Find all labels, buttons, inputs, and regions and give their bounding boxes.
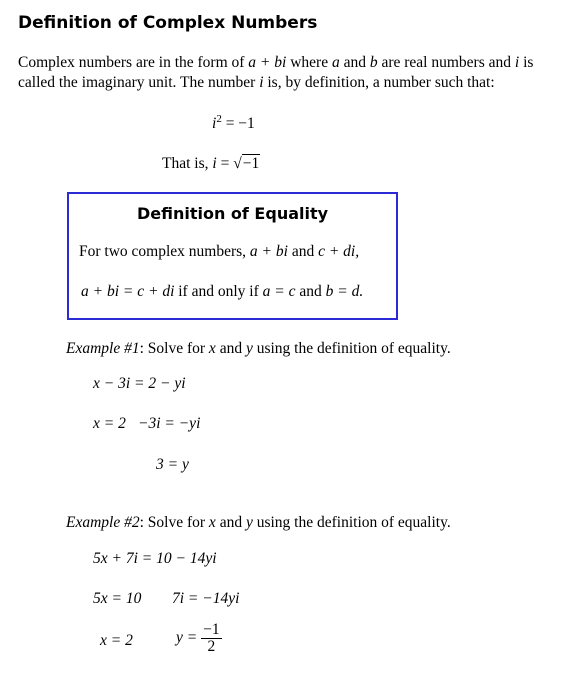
- i-squared-base: i: [212, 115, 217, 133]
- intro-text-4: is: [519, 54, 534, 71]
- sqrt-radical: [233, 155, 260, 173]
- fraction-denominator: 2: [207, 638, 216, 655]
- example2-eq2a-text: 5x = 10: [93, 590, 142, 607]
- definition-line2-mid: if and only if: [174, 283, 263, 300]
- example1-equation-3: [156, 456, 189, 474]
- that-is-i: i: [212, 155, 217, 172]
- that-is-line: [162, 155, 260, 173]
- definition-line1-and: and: [287, 243, 319, 260]
- example1-y: y: [245, 340, 253, 357]
- example2-label: Example #2: [66, 514, 140, 531]
- example1-label: Example #1: [66, 340, 140, 357]
- example2-rest: using the definition of equality.: [252, 514, 451, 531]
- definition-line2-lhs: a + bi = c + di: [81, 283, 175, 300]
- example1-heading: [66, 340, 451, 358]
- example1-and: and: [215, 340, 246, 357]
- example1-equation-2a: [93, 415, 126, 433]
- example1-colon: : Solve for: [139, 340, 209, 357]
- i-squared-equation: [212, 113, 255, 133]
- intro-line2-1: called the imaginary unit. The number: [18, 74, 260, 91]
- definition-line2-and: and: [295, 283, 326, 300]
- example2-equation-3b: [176, 622, 222, 655]
- intro-text-2: where: [286, 54, 332, 71]
- i-squared-rhs: = −1: [221, 115, 255, 133]
- definition-line-2: [81, 283, 363, 301]
- definition-box-title: Definition of Equality: [136, 204, 329, 223]
- example2-eq3b-lhs: y =: [176, 629, 202, 647]
- definition-line2-bd: b = d.: [325, 283, 364, 300]
- that-is-eq: =: [216, 155, 234, 172]
- i-squared-exponent: 2: [216, 113, 222, 125]
- definition-of-equality-box: [67, 192, 398, 320]
- that-is-label: That is,: [162, 155, 213, 172]
- example2-eq1-text: 5x + 7i = 10 − 14yi: [93, 550, 217, 567]
- example2-heading: [66, 514, 451, 532]
- intro-b: b: [369, 54, 378, 71]
- example2-fraction: [201, 622, 222, 655]
- example2-eq3a-text: x = 2: [100, 632, 133, 649]
- intro-line2-2: is, by definition, a number such that:: [263, 74, 495, 91]
- example2-x: x: [208, 514, 216, 531]
- definition-line1-c: c + di,: [318, 243, 360, 260]
- fraction-numerator: −1: [203, 621, 220, 638]
- example2-colon: : Solve for: [139, 514, 209, 531]
- intro-a: a: [331, 54, 340, 71]
- intro-text-1: Complex numbers are in the form of: [18, 54, 249, 71]
- example2-equation-2b: [172, 590, 239, 608]
- intro-form: a + bi: [248, 54, 287, 71]
- example1-eq2a-text: x = 2: [93, 415, 126, 432]
- example1-eq3-text: 3 = y: [156, 456, 189, 473]
- example1-rest: using the definition of equality.: [252, 340, 451, 357]
- example1-eq1-text: x − 3i = 2 − yi: [93, 375, 186, 392]
- intro-and: and: [339, 54, 370, 71]
- example1-x: x: [208, 340, 216, 357]
- example2-eq2b-text: 7i = −14yi: [172, 590, 240, 607]
- definition-line1-a: a + bi: [249, 243, 288, 260]
- intro-paragraph: [18, 53, 533, 93]
- intro-text-3: are real numbers and: [377, 54, 515, 71]
- example2-equation-3a: [100, 632, 133, 650]
- definition-line-1: [79, 243, 359, 261]
- intro-line2-i: i: [259, 74, 264, 91]
- example1-equation-1: [93, 375, 186, 393]
- definition-line1-text: For two complex numbers,: [79, 243, 250, 260]
- sqrt-radicand: −1: [242, 155, 260, 172]
- example1-eq2b-text: −3i = −yi: [138, 415, 201, 432]
- definition-line2-ac: a = c: [262, 283, 296, 300]
- example2-equation-1: [93, 550, 217, 568]
- example1-equation-2b: [138, 415, 200, 433]
- example2-equation-2a: [93, 590, 141, 608]
- sqrt-sign: √: [233, 155, 242, 172]
- example2-y: y: [245, 514, 253, 531]
- intro-i: i: [514, 54, 520, 71]
- example2-and: and: [215, 514, 246, 531]
- page-title: Definition of Complex Numbers: [18, 13, 318, 33]
